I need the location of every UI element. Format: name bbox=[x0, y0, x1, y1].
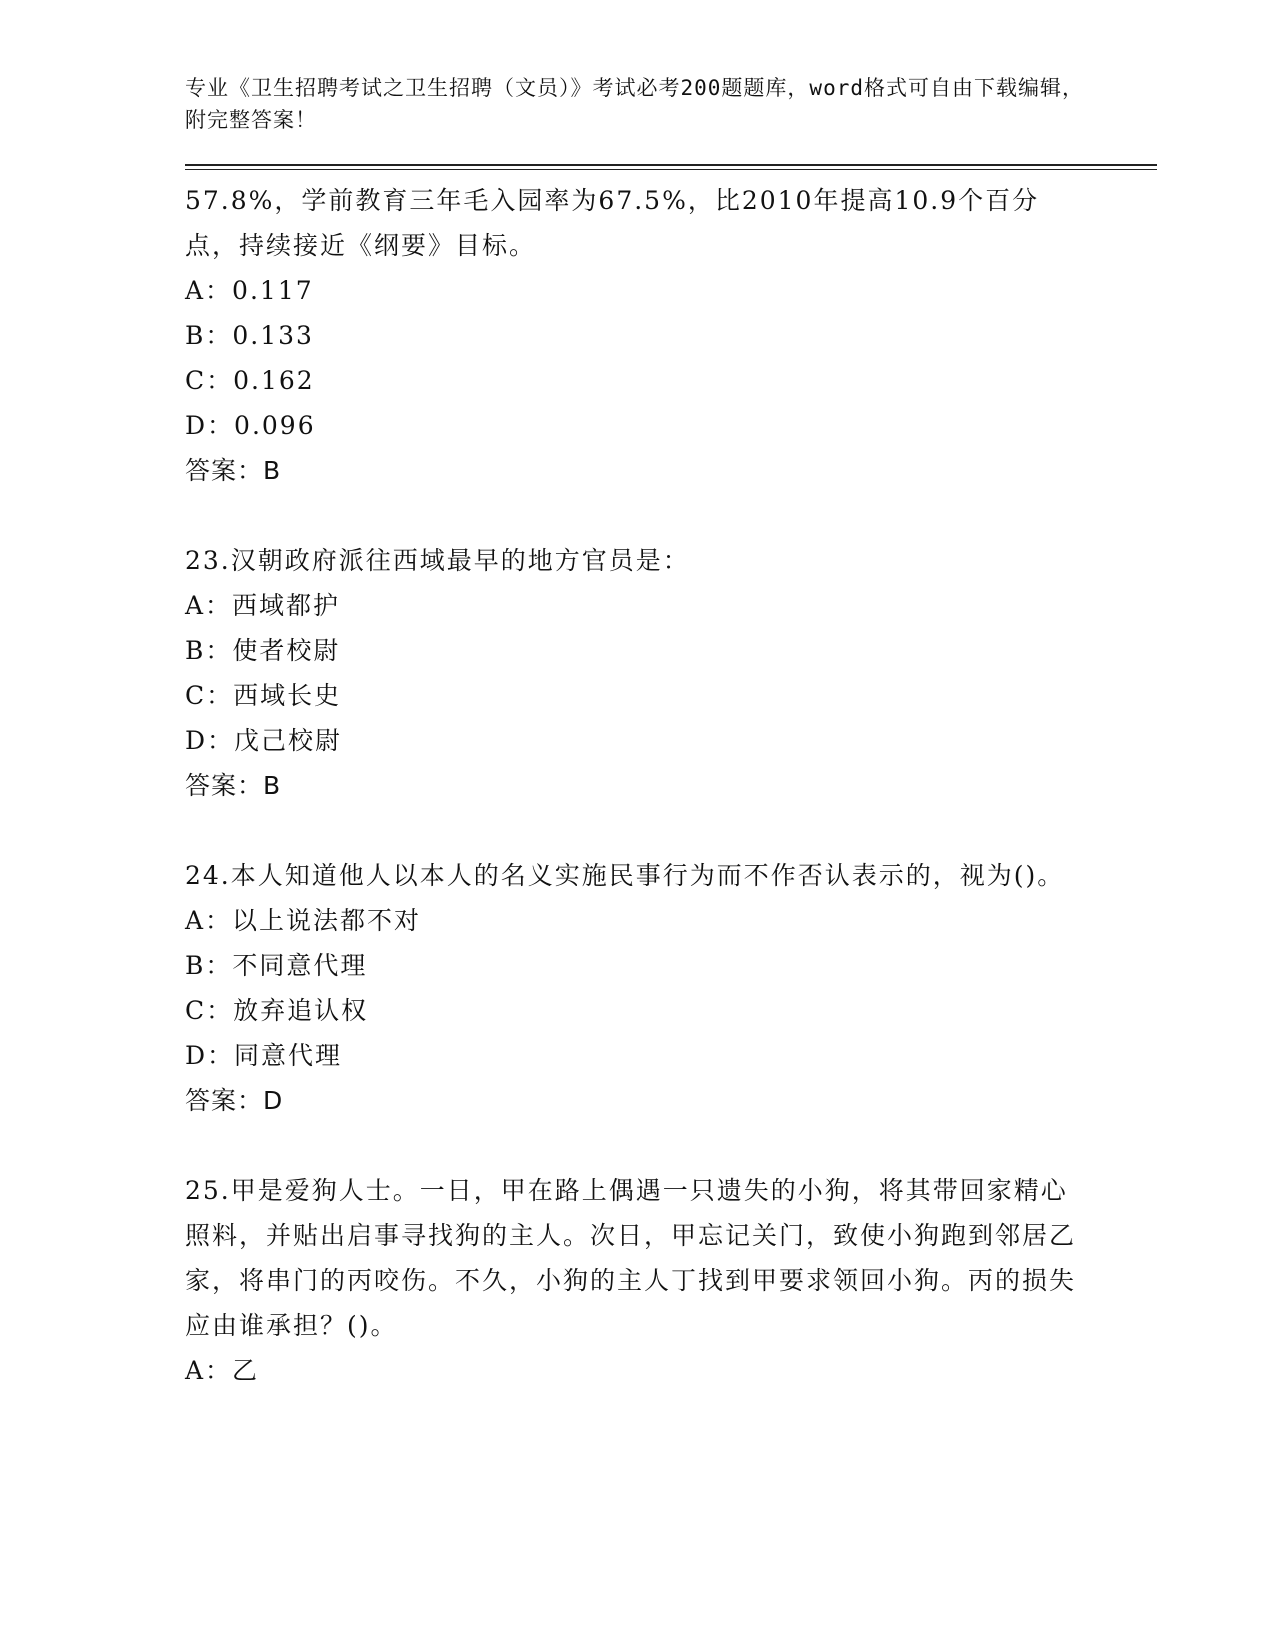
question-stem: 25.甲是爱狗人士。一日，甲在路上偶遇一只遗失的小狗，将其带回家精心照料，并贴出启事寻找狗的主人。次日，甲忘记关门，致使小狗跑到邻居乙家，将串门的丙咬伤。不久，小狗的主人丁找到甲要求领回小狗。丙的损失应由谁承担？()。 bbox=[185, 1176, 1077, 1340]
question-block bbox=[185, 1168, 1165, 1393]
option-d: D：戊己校尉 bbox=[185, 726, 343, 755]
answer-line: 答案：B bbox=[185, 456, 282, 485]
option-b: B：使者校尉 bbox=[185, 636, 341, 665]
question-stem: 57.8%，学前教育三年毛入园率为67.5%，比2010年提高10.9个百分点，持续接近《纲要》目标。 bbox=[185, 186, 1040, 260]
option-b: B：不同意代理 bbox=[185, 951, 368, 980]
answer-line: 答案：B bbox=[185, 771, 282, 800]
question-list bbox=[185, 178, 1165, 1393]
question-block bbox=[185, 178, 1165, 493]
option-a: A：乙 bbox=[185, 1356, 260, 1385]
document-header: 专业《卫生招聘考试之卫生招聘（文员）》考试必考200题题库，word格式可自由下载编辑，附完整答案！ bbox=[185, 76, 1084, 132]
option-c: C：西域长史 bbox=[185, 681, 342, 710]
question-block bbox=[185, 853, 1165, 1123]
question-stem: 24.本人知道他人以本人的名义实施民事行为而不作否认表示的，视为()。 bbox=[185, 861, 1065, 890]
option-a: A：0.117 bbox=[185, 276, 314, 305]
option-c: C：0.162 bbox=[185, 366, 315, 395]
option-c: C：放弃追认权 bbox=[185, 996, 369, 1025]
answer-line: 答案：D bbox=[185, 1086, 284, 1115]
option-a: A：以上说法都不对 bbox=[185, 906, 422, 935]
question-stem: 23.汉朝政府派往西域最早的地方官员是： bbox=[185, 546, 690, 575]
question-block bbox=[185, 538, 1165, 808]
header-divider bbox=[185, 164, 1157, 170]
option-d: D：0.096 bbox=[185, 411, 316, 440]
option-a: A：西域都护 bbox=[185, 591, 341, 620]
option-b: B：0.133 bbox=[185, 321, 314, 350]
document-page bbox=[185, 72, 1165, 1438]
option-d: D：同意代理 bbox=[185, 1041, 343, 1070]
